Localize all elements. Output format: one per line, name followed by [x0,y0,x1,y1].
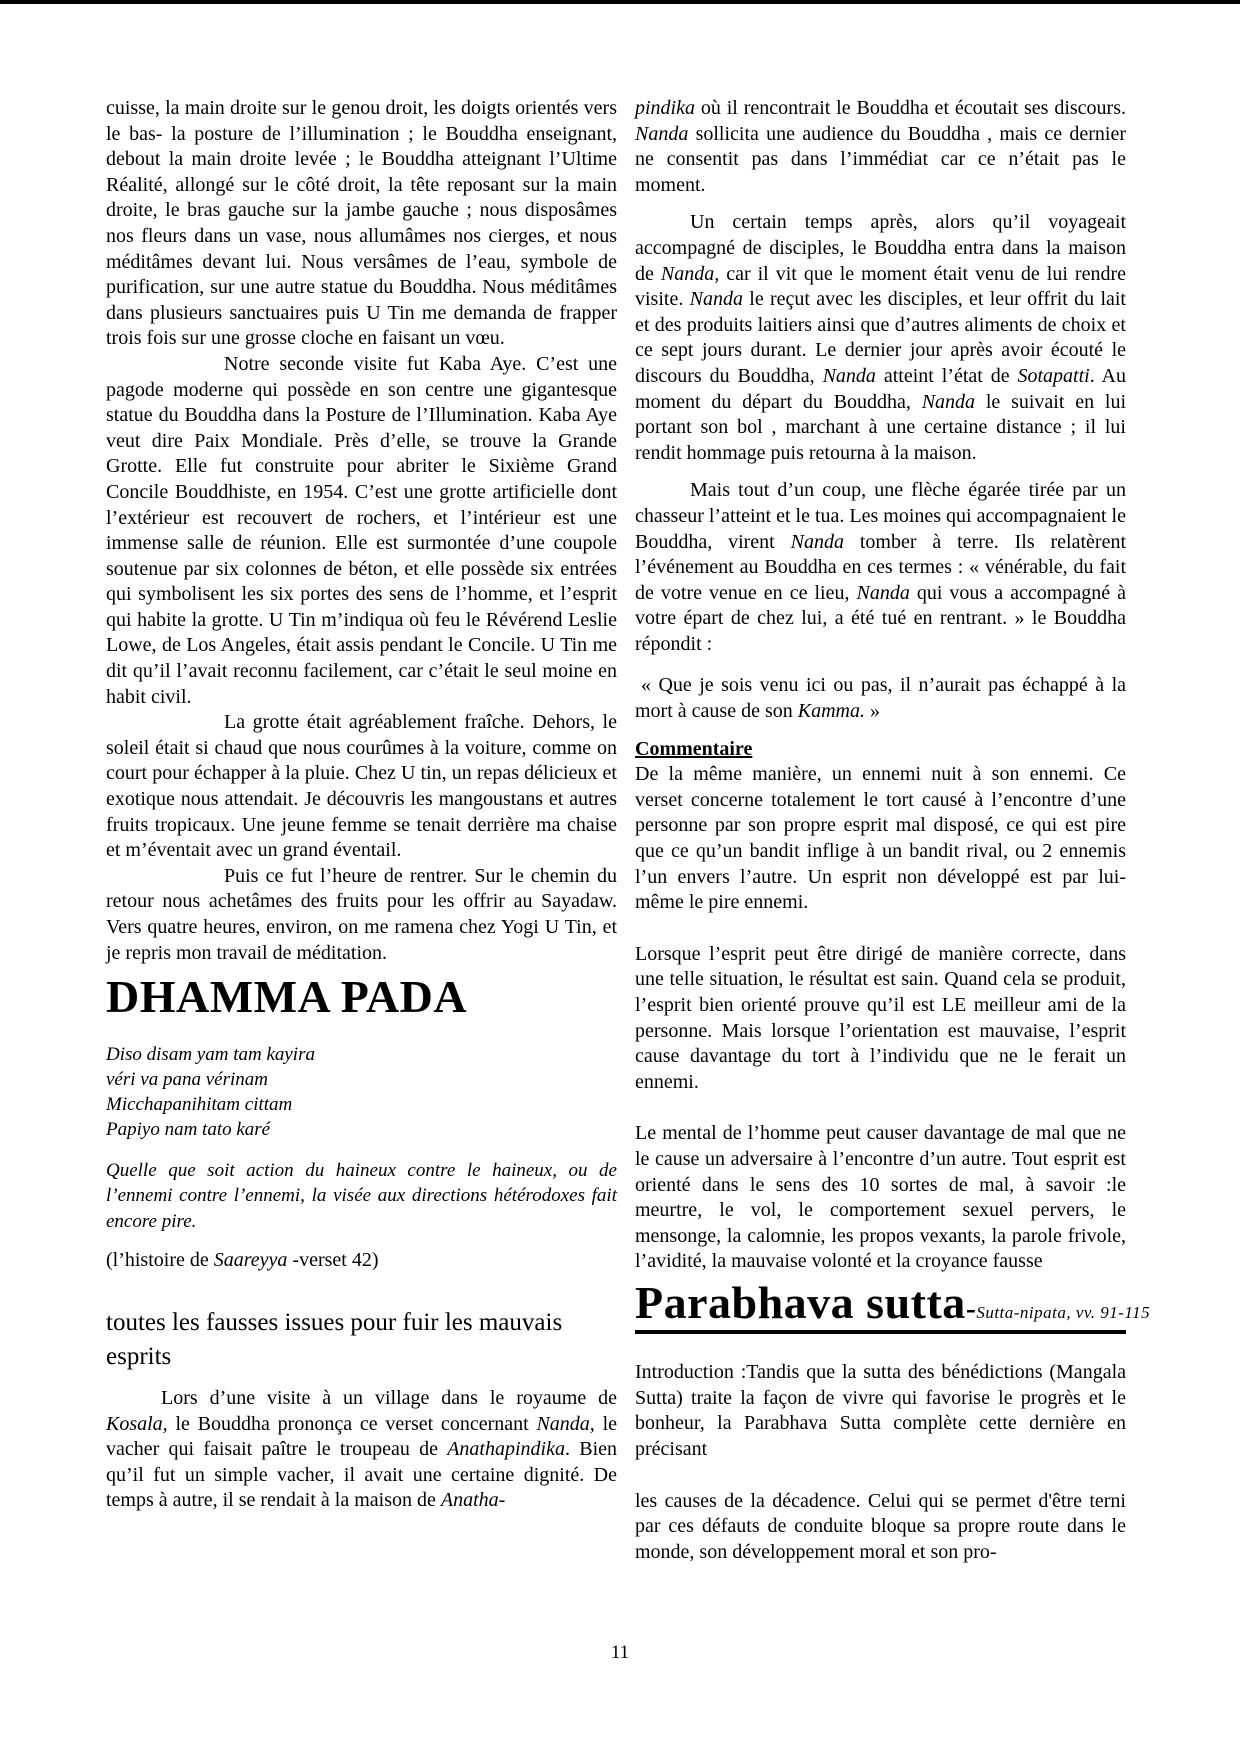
text-run: les causes de la décadence. Celui qui se permet d'être terni par ces défauts de conduite bloque sa propre route dans le monde, son développement moral et son pro- [635,1489,1126,1563]
text-run: La grotte était agréablement fraîche. Dehors, le soleil était si chaud que nous courûmes à la voiture, comme on court pour échapper à la pluie. Chez U tin, un repas délicieux et exotique nous attendait. Je découvris les mangoustans et autres fruits tropicaux. Une jeune femme se tenait derrière ma chaise et m’éventait avec un grand éventail. [106,711,617,862]
text-run: tomber à terre. Ils relatèrent l’événement au Bouddha en ces termes : « vénérable, du fait de votre venue en ce lieu, [635,530,1126,604]
paragraph [635,942,1126,1096]
text-run: (l’histoire de [106,1249,214,1272]
text-run: Nanda [689,288,743,311]
text-run: DHAMMA PADA [106,971,468,1023]
text-run: Nanda [822,364,876,387]
text-run: où il rencontrait le Bouddha et écoutait ses discours. [695,97,1126,119]
text-run: Nanda [635,122,689,145]
paragraph [106,864,617,966]
paragraph [106,96,617,352]
text-run: Introduction :Tandis que la sutta des bénédictions (Mangala Sutta) traite la façon de vivre qui favorise le progrès et le bonheur, la Parabhava Sutta complète cette dernière en précisant [635,1361,1126,1461]
two-column-text [106,96,1151,1565]
text-run: Parabhava sutta [635,1276,966,1328]
paragraph [635,1121,1126,1275]
pali-verse [106,1042,617,1142]
verse-line: Papiyo nam tato karé [106,1118,271,1140]
text-run: le vacher qui faisait paître le troupeau de [106,1412,618,1461]
verse-reference [106,1248,617,1274]
paragraph [635,210,1126,466]
scan-edge-artifact [0,0,1240,4]
left-column [106,96,617,1565]
text-run: Un certain temps après, alors qu’il voyageait accompagné de disciples, le Bouddha entra dans la maison de [635,211,1126,285]
page-number: 11 [610,1642,630,1663]
text-run: car il vit que le moment était venu de lui rendre visite. [635,262,1126,311]
text-run: Nanda, [536,1412,595,1435]
parabhava-sutta-heading [635,1276,1151,1334]
text-run: Sotapatti [1017,364,1090,387]
text-run: « Que je sois venu ici ou pas, il n’aurait pas échappé à la mort à cause de son [635,674,1126,723]
paragraph [106,1386,617,1514]
text-run: Anatha- [440,1489,506,1512]
text-run: Kamma. [797,700,865,723]
text-run: Quelle que soit action du haineux contre le haineux, ou de l’ennemi contre l’ennemi, la visée aux directions hétérodoxes fait encore pire. [106,1159,617,1232]
text-run: Nanda [856,581,910,604]
text-run: De la même manière, un ennemi nuit à son ennemi. Ce verset concerne totalement le tort causé à l’encontre d’une personne par son propre esprit mal disposé, ce qui est pire que ce qu’un bandit inflige à un bandit rival, ou 2 ennemis l’un envers l’autre. Un esprit non développé est par lui-même le pire ennemi. [635,763,1126,914]
text-run: » [864,700,880,723]
text-run: Nanda, [660,262,720,285]
text-run: . Bien qu’il fut un simple vacher, il avait une certaine dignité. De temps à autre, il se rendait à la maison de [106,1438,617,1512]
text-run: Saareyya [213,1249,288,1272]
text-run: toutes les fausses issues pour fuir les mauvais esprits [106,1308,563,1370]
text-run: Sutta-nipata, vv. 91-115 [976,1302,1151,1322]
text-run: Nanda [921,390,976,413]
paragraph [635,96,1126,198]
text-run: Mais tout d’un coup, une flèche égarée tirée par un chasseur l’atteint et le tua. Les moines qui accompagnaient le Bouddha, virent [635,479,1126,553]
verse-translation [106,1158,617,1235]
paragraph [635,1489,1126,1566]
verse-line: Diso disam yam tam kayira [106,1043,315,1065]
text-run: qui vous a accompagné à votre épart de chez lui, a été tué en rentrant. » le Bouddha répondit : [635,581,1126,655]
verse-line: véri va pana vérinam [106,1068,268,1090]
paragraph [106,352,617,710]
text-run: . Au moment du départ du Bouddha, [635,364,1126,413]
dhamma-pada-heading [106,972,617,1022]
text-run: Le mental de l’homme peut causer davantage de mal que ne le cause un adversaire à l’encontre d’un autre. Tout esprit est orienté dans le sens des 10 sortes de mal, à savoir :le meurtre, le vol, le comportement sexuel pervers, le mensonge, la calomnie, les propos vexants, la parole frivole, l’avidité, la mauvaise volonté et la croyance fausse [635,1122,1126,1273]
text-run: Puis ce fut l’heure de rentrer. Sur le chemin du retour nous achetâmes des fruits pour les offrir au Sayadaw. Vers quatre heures, environ, on me ramena chez Yogi U Tin, et je repris mon travail de méditation. [106,864,617,964]
right-column [635,96,1151,1565]
lead-paragraph [106,1306,617,1374]
paragraph [635,762,1126,916]
text-run: le suivait en lui portant son bol , marchant à une certaine distance ; il lui rendit hommage puis retourna à la maison. [635,390,1126,464]
text-run: Nanda [790,530,844,553]
paragraph [635,478,1126,657]
paragraph [635,1360,1126,1462]
text-run: Lors d’une visite à un village dans le royaume de [161,1386,617,1409]
commentary-heading [635,737,1126,763]
buddha-quote [635,673,1126,724]
text-run: - [965,1291,977,1325]
text-run: sollicita une audience du Bouddha , mais ce dernier ne consentit pas dans l’immédiat car ce n’était pas le moment. [635,122,1126,196]
text-run: Notre seconde visite fut Kaba Aye. C’est une pagode moderne qui possède en son centre une gigantesque statue du Bouddha dans la Posture de l’Illumination. Kaba Aye veut dire Paix Mondiale. Près d’elle, se trouve la Grande Grotte. Elle fut construite pour abriter le Sixième Grand Concile Bouddhiste, en 1954. C’est une grotte artificielle dont l’extérieur est recouvert de rochers, et l’intérieur est une immense salle de réunion. Elle est surmontée d’une coupole soutenue par six colonnes de béton, et elle possède six entrées qui symbolisent les six portes des sens de l’homme, et l’esprit qui habite la grotte. U Tin m’indiqua où feu le Révérend Leslie Lowe, de Los Angeles, était assis pendant le Concile. U Tin me dit qu’il l’avait reconnu facilement, car c’était le seul moine en habit civil. [106,352,617,708]
text-run: Anathapindika [447,1438,565,1461]
text-run: -verset 42) [287,1249,379,1272]
text-run: atteint l’état de [875,364,1018,387]
paragraph [106,710,617,864]
text-run: cuisse, la main droite sur le genou droit, les doigts orientés vers le bas- la posture de l’illumination ; le Bouddha enseignant, debout la main droite levée ; le Bouddha atteignant l’Ultime Réalité, allongé sur le côté droit, la tête reposant sur la main droite, le bras gauche sur la jambe gauche ; nous disposâmes nos fleurs dans un vase, nous allumâmes nos cierges, et nous méditâmes devant lui. Nous versâmes de l’eau, symbole de purification, sur une autre statue du Bouddha. Nous méditâmes dans plusieurs sanctuaires puis U Tin me demanda de frapper trois fois sur une grosse cloche en faisant un vœu. [106,97,617,350]
text-run: pindika [635,97,695,119]
text-run: le Bouddha prononça ce verset concernant [167,1412,537,1435]
text-run: le reçut avec les disciples, et leur offrit du lait et des produits laitiers ainsi que d’autres aliments de choix et ce sept jours durant. Le dernier jour après avoir écouté le discours du Bouddha, [635,288,1126,387]
text-run: Commentaire [635,737,753,760]
verse-line: Micchapanihitam cittam [106,1093,293,1115]
text-run: Kosala, [106,1412,168,1435]
text-run: Lorsque l’esprit peut être dirigé de manière correcte, dans une telle situation, le résultat est sain. Quand cela se produit, l’esprit bien orienté prouve qu’il est LE meilleur ami de la personne. Mais lorsque l’orientation est mauvaise, l’esprit cause davantage du tort à l’individu que ne le ferait un ennemi. [635,942,1126,1093]
